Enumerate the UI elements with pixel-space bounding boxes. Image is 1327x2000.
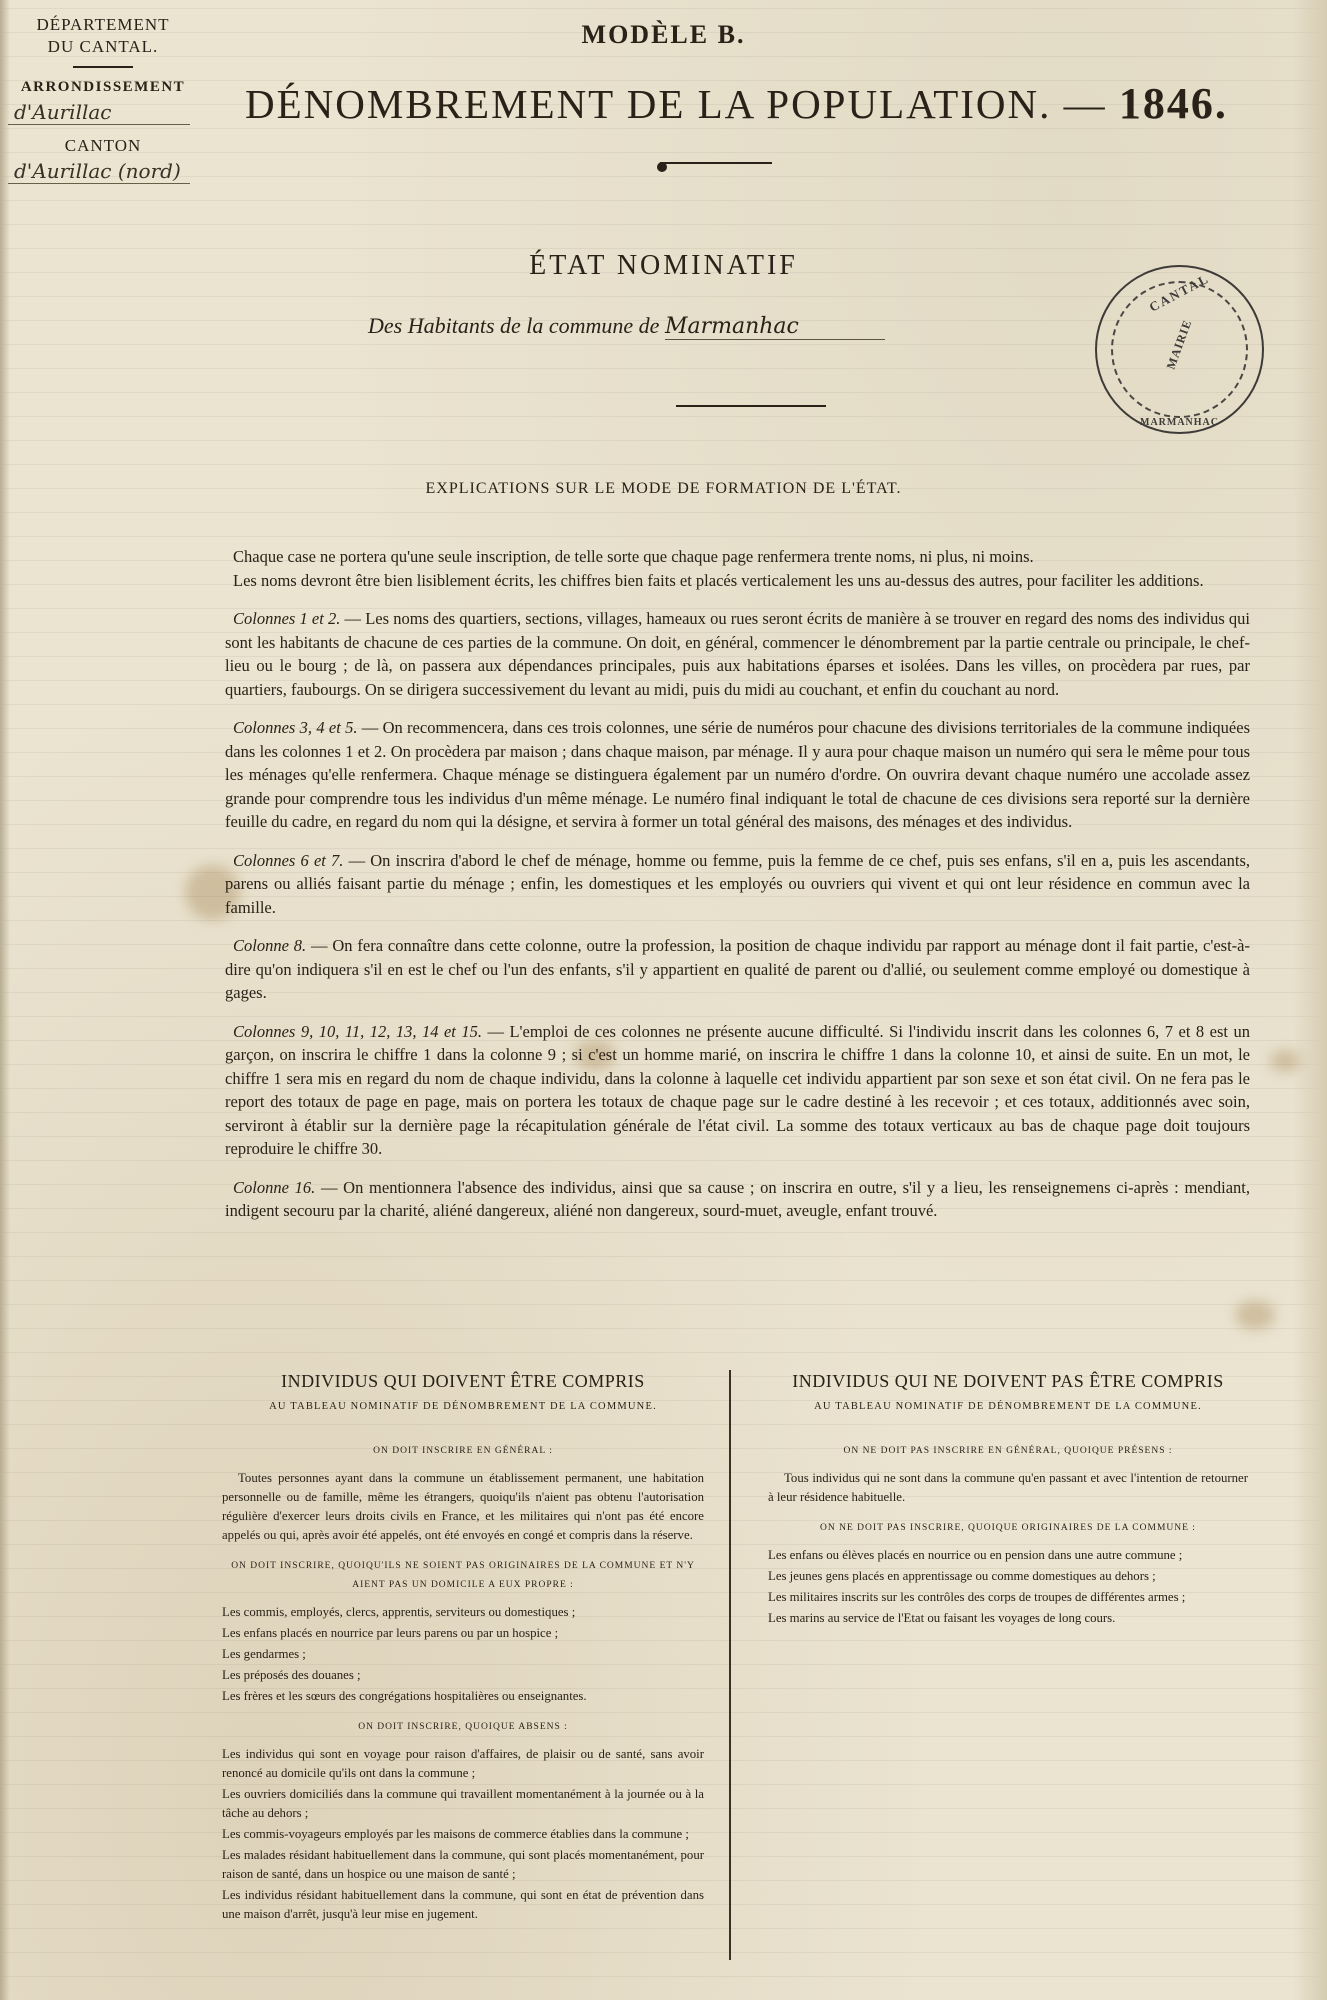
non-compris-title: INDIVIDUS QUI NE DOIVENT PAS ÊTRE COMPRIS	[792, 1371, 1224, 1391]
list-item: Les commis, employés, clercs, apprentis, serviteurs ou domestiques ;	[222, 1605, 576, 1619]
section-text: Tous individus qui ne sont dans la commune qu'en passant et avec l'intention de retourner à leur résidence habituelle.	[768, 1471, 1248, 1504]
paper-edge-right	[1293, 0, 1327, 2000]
explication-paragraph: Colonnes 3, 4 et 5. — On recommencera, dans ces trois colonnes, une série de numéros pour chacune des divisions territoriales de la commune indiquées dans les colonnes 1 et 2. On procèdera par maison ; dans chaque maison, par ménage. Il y aura pour chaque maison un numéro qui sera le même pour tous les ménages qu'elle renfermera. Chaque ménage se distinguera également par un numéro d'ordre. On ouvrira devant chaque numéro une accolade assez grande pour comprendre tous les individus d'un même ménage. Le numéro final indiquant le total de chacune de ces divisions sera reporté sur la dernière feuille du cadre, en regard du nom qui la désigne, et servira à former un total général des maisons, des ménages et des individus.	[225, 718, 1250, 831]
list-item: Les militaires inscrits sur les contrôles des corps de troupes de différentes armes ;	[768, 1590, 1186, 1604]
list-item: Les individus résidant habituellement dans la commune, qui sont en état de prévention dans une maison d'arrêt, jusqu'à leur mise en jugement.	[222, 1888, 704, 1921]
mairie-stamp	[1095, 265, 1264, 434]
canton-name: d'Aurillac (nord)	[8, 159, 190, 184]
explication-paragraph: Colonne 8. — On fera connaître dans cette colonne, outre la profession, la position de chaque individu par rapport au ménage dont il fait partie, c'est-à-dire qu'on indiquera s'il en est le chef ou l'un des enfants, s'il y appartient en qualité de parent ou d'allié, ou seulement comme employé ou domestique à gages.	[225, 936, 1250, 1002]
explications-body	[225, 545, 1250, 1238]
explication-paragraph: Colonne 16. — On mentionnera l'absence des individus, ainsi que sa cause ; on inscrira en outre, s'il y a lieu, les renseignemens ci-après : mendiant, indigent secouru par la charité, aliéné dangereux, aliéné non dangereux, sourd-muet, aveugle, enfant trouvé.	[225, 1177, 1250, 1220]
title-year: 1846.	[1118, 79, 1228, 128]
section-heading: ON NE DOIT PAS INSCRIRE EN GÉNÉRAL, QUOIQUE PRÉSENS :	[843, 1446, 1173, 1456]
title-divider	[660, 162, 772, 164]
explication-paragraph: Colonnes 6 et 7. — On inscrira d'abord le chef de ménage, homme ou femme, puis la femme de ce chef, puis ses enfans, s'il en a, puis les ascendants, parens ou alliés faisant partie du ménage ; enfin, les domestiques et les employés ou ouvriers qui vivent et qui ont leur résidence en commun avec la famille.	[225, 850, 1250, 917]
explications-title: EXPLICATIONS SUR LE MODE DE FORMATION DE L'ÉTAT.	[425, 480, 902, 497]
sidebar-divider	[73, 66, 133, 68]
compris-subtitle: AU TABLEAU NOMINATIF DE DÉNOMBREMENT DE LA COMMUNE.	[269, 1401, 657, 1412]
non-compris-column	[768, 1372, 1248, 1630]
stain	[1270, 1050, 1300, 1072]
list-item: Les enfans placés en nourrice par leurs parens ou par un hospice ;	[222, 1626, 559, 1640]
modele-label: MODÈLE B.	[581, 20, 746, 49]
list-item: Les malades résidant habituellement dans la commune, qui sont placés momentanément, pour raison de santé, dans un hospice ou une maison de santé ;	[222, 1848, 704, 1881]
list-item: Les ouvriers domiciliés dans la commune qui travaillent momentanément à la journée ou à la tâche au dehors ;	[222, 1787, 704, 1820]
section-heading: ON DOIT INSCRIRE EN GÉNÉRAL :	[373, 1446, 553, 1456]
section-heading: ON NE DOIT PAS INSCRIRE, QUOIQUE ORIGINAIRES DE LA COMMUNE :	[820, 1523, 1196, 1533]
explication-paragraph: Colonnes 9, 10, 11, 12, 13, 14 et 15. — L'emploi de ces colonnes ne présente aucune difficulté. Si l'individu inscrit dans les colonnes 6, 7 et 8 est un garçon, on inscrira le chiffre 1 dans la colonne 9 ; si c'est un homme marié, on inscrira le chiffre 1 dans la colonne 10, et ainsi de suite. En un mot, le chiffre 1 sera mis en regard du nom de chaque individu, dans la colonne à laquelle cet individu appartient par son sexe et son état civil. On ne fera pas le report des totaux de page en page, mais on portera les totaux de chaque page sur le cadre destiné à les recevoir ; et ces totaux, additionnés avec soin, serviront à établir sur la dernière page la récapitulation générale de l'état civil. La somme des totaux verticaux au bas de chaque page doit toujours reproduire le chiffre 30.	[225, 1021, 1250, 1158]
list-item: Les marins au service de l'Etat ou faisant les voyages de long cours.	[768, 1611, 1116, 1625]
stamp-text-middle: MAIRIE	[1163, 317, 1195, 372]
explication-paragraph: Colonnes 1 et 2. — Les noms des quartiers, sections, villages, hameaux ou rues seront écrits de manière à se trouver en regard des noms des individus qui sont les habitants de chacune de ces parties de la commune. On doit, en général, commencer le dénombrement par la partie centrale ou principale, le chef-lieu ou le bourg ; de là, on passera aux dépendances principales, puis aux habitations éparses et isolées. Dans les villes, on procèdera par rues, par quartiers, faubourgs. On se dirigera successivement du levant au midi, puis du midi au couchant, et enfin du couchant au nord.	[225, 609, 1250, 699]
stamp-text-bottom: MARMANHAC	[1140, 417, 1219, 428]
etat-divider	[676, 405, 826, 407]
page-title	[245, 78, 1228, 129]
compris-title: INDIVIDUS QUI DOIVENT ÊTRE COMPRIS	[281, 1371, 645, 1391]
non-compris-subtitle: AU TABLEAU NOMINATIF DE DÉNOMBREMENT DE LA COMMUNE.	[814, 1401, 1202, 1412]
stain	[1235, 1300, 1275, 1330]
arrondissement-label: ARRONDISSEMENT	[20, 79, 186, 95]
section-heading: ON DOIT INSCRIRE, QUOIQUE ABSENS :	[358, 1722, 568, 1732]
habitants-label: Des Habitants de la commune de	[368, 313, 660, 338]
paper-edge-left	[0, 0, 10, 2000]
departement-name: DU CANTAL.	[47, 37, 159, 56]
section-heading: ON DOIT INSCRIRE, QUOIQU'ILS NE SOIENT PAS ORIGINAIRES DE LA COMMUNE ET N'Y AIENT PAS UN DOMICILE A EUX PROPRE :	[231, 1561, 695, 1590]
departement-label: DÉPARTEMENT	[36, 15, 170, 34]
list-item: Les individus qui sont en voyage pour raison d'affaires, de plaisir ou de santé, sans avoir renoncé au domicile qu'ils ont dans la commune ;	[222, 1747, 704, 1780]
section-text: Toutes personnes ayant dans la commune un établissement permanent, une habitation personnelle ou de famille, même les étrangers, quoiqu'ils n'aient pas obtenu l'autorisation régulière d'exercer leurs droits civils en France, et les militaires qui n'ont pas été encore appelés ou qui, après avoir été appelés, ont été envoyés en congé et compris dans la réserve.	[222, 1471, 704, 1542]
stamp-text-top: CANTAL	[1146, 270, 1212, 315]
etat-title: ÉTAT NOMINATIF	[529, 250, 798, 281]
explication-paragraph: Chaque case ne portera qu'une seule inscription, de telle sorte que chaque page renfermera trente noms, ni plus, ni moins.	[233, 547, 1034, 566]
arrondissement-name: d'Aurillac	[8, 100, 190, 125]
list-item: Les préposés des douanes ;	[222, 1668, 361, 1682]
title-text: DÉNOMBREMENT DE LA POPULATION. —	[245, 81, 1107, 127]
list-item: Les gendarmes ;	[222, 1647, 306, 1661]
list-item: Les frères et les sœurs des congrégations hospitalières ou enseignantes.	[222, 1689, 587, 1703]
column-divider	[729, 1370, 731, 1960]
list-item: Les jeunes gens placés en apprentissage ou comme domestiques au dehors ;	[768, 1569, 1156, 1583]
compris-column	[222, 1372, 704, 1926]
commune-name: Marmanhac	[665, 314, 885, 340]
list-item: Les enfans ou élèves placés en nourrice ou en pension dans une autre commune ;	[768, 1548, 1183, 1562]
canton-label: CANTON	[64, 136, 142, 155]
list-item: Les commis-voyageurs employés par les maisons de commerce établies dans la commune ;	[222, 1827, 689, 1841]
explication-paragraph: Les noms devront être bien lisiblement écrits, les chiffres bien faits et placés verticalement les uns au-dessus des autres, pour faciliter les additions.	[233, 570, 1204, 590]
habitants-line	[368, 313, 885, 340]
